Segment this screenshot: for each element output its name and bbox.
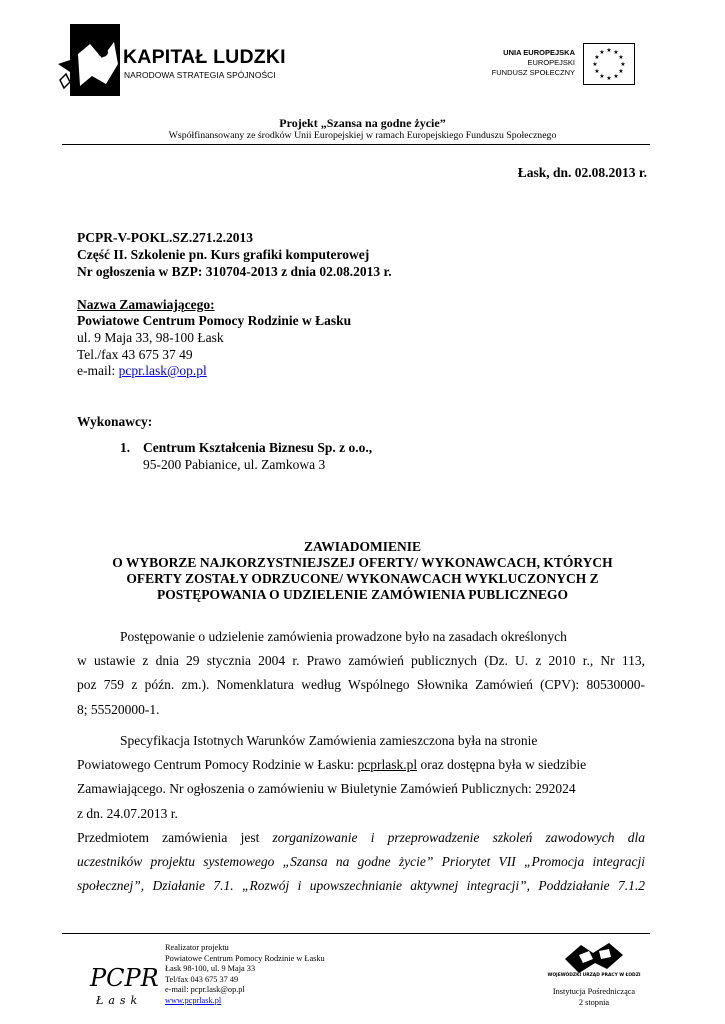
svg-text:★: ★ xyxy=(613,73,619,80)
wup-logo-text: WOJEWÓDZKI URZĄD PRACY W ŁODZI xyxy=(547,973,641,978)
footer-line-4: Tel/fax 043 675 37 49 xyxy=(165,974,239,984)
orderer-phone: Tel./fax 43 675 37 49 xyxy=(77,347,193,362)
eu-line-2: EUROPEJSKI xyxy=(527,58,575,67)
p2-line-2-b: oraz dostępna była w siedzibie xyxy=(417,757,587,773)
footer-website-link[interactable]: www.pcprlask.pl xyxy=(165,995,222,1005)
svg-text:★: ★ xyxy=(599,73,605,80)
project-subtitle: Współfinansowany ze środków Unii Europejskiej w ramach Europejskiego Funduszu Społecznego xyxy=(168,130,557,141)
svg-text:★: ★ xyxy=(606,47,612,54)
footer-line-1: Realizator projektu xyxy=(165,943,229,952)
reference-number: PCPR-V-POKL.SZ.271.2.2013 xyxy=(77,230,253,245)
p3-line-3 xyxy=(77,874,645,898)
p3-line-3-text: społecznej”, Działanie 7.1. „Rozwój i upowszechnianie aktywnej integracji”, Poddziałanie 7.1.2 xyxy=(77,878,645,894)
footer-line-2: Powiatowe Centrum Pomocy Rodzinie w Łasku xyxy=(165,953,325,963)
eu-flag-icon xyxy=(583,43,635,85)
svg-text:★: ★ xyxy=(606,75,612,82)
notice-title-1: ZAWIADOMIENIE xyxy=(303,539,422,554)
p3-line-1-a: Przedmiotem zamówienia jest xyxy=(77,830,273,845)
orderer-email-link[interactable]: pcpr.lask@op.pl xyxy=(118,363,207,378)
svg-text:★: ★ xyxy=(620,61,626,68)
footer-realizator xyxy=(165,943,325,1007)
footer-right-line-1: Instytucja Pośrednicząca xyxy=(552,987,636,996)
pcpr-logo-text: PCPR xyxy=(90,964,159,992)
footer-right-line-2: 2 stopnia xyxy=(578,997,610,1007)
notice-title-2: O WYBORZE NAJKORZYSTNIEJSZEJ OFERTY/ WYKONAWCACH, KTÓRYCH xyxy=(112,555,613,570)
orderer-email-line xyxy=(77,362,207,379)
reference-part: Część II. Szkolenie pn. Kurs grafiki komputerowej xyxy=(77,247,370,262)
p3-line-2-text: uczestników projektu systemowego „Szansa na godne życie” Priorytet VII „Promocja integracji xyxy=(77,854,645,870)
contractors-heading: Wykonawcy: xyxy=(77,414,153,429)
svg-text:★: ★ xyxy=(613,49,619,56)
p1-line-4: 8; 55520000-1. xyxy=(77,701,160,717)
letter-date: Łask, dn. 02.08.2013 r. xyxy=(517,165,647,180)
footer-line-5: e-mail: pcpr.lask@op.pl xyxy=(165,985,245,995)
notice-title-3: OFERTY ZOSTAŁY ODRZUCONE/ WYKONAWCACH WYKLUCZONYCH Z xyxy=(126,571,599,586)
orderer-address: ul. 9 Maja 33, 98-100 Łask xyxy=(77,330,224,345)
footer-line-3: Łask 98-100, ul. 9 Maja 33 xyxy=(165,964,256,974)
pcpr-logo xyxy=(88,958,160,1008)
p2-line-1: Specyfikacja Istotnych Warunków Zamówienia zamieszczona była na stronie xyxy=(120,733,538,748)
p1-line-3: poz 759 z późn. zm.). Nomenklatura według Wspólnego Słownika Zamówień (CPV): 80530000- xyxy=(77,677,645,693)
notice-title-4: POSTĘPOWANIA O UDZIELENIE ZAMÓWIENIA PUBLICZNEGO xyxy=(156,587,569,602)
p1-line-2: w ustawie z dnia 29 stycznia 2004 r. Prawo zamówień publicznych (Dz. U. z 2010 r., Nr 113, xyxy=(77,653,645,669)
paragraph-specification xyxy=(77,729,645,826)
orderer-email-label: e-mail: xyxy=(77,363,119,378)
paragraph-subject xyxy=(77,826,645,899)
reference-bzp: Nr ogłoszenia w BZP: 310704-2013 z dnia 02.08.2013 r. xyxy=(77,264,392,279)
p2-line-2-a: Powiatowego Centrum Pomocy Rodzinie w Łasku: xyxy=(77,757,358,773)
kapital-ludzki-logo xyxy=(58,24,133,96)
svg-text:★: ★ xyxy=(594,54,600,61)
svg-text:★: ★ xyxy=(594,68,600,75)
contractor-address: 95-200 Pabianice, ul. Zamkowa 3 xyxy=(143,457,326,472)
orderer-name: Powiatowe Centrum Pomocy Rodzinie w Łasku xyxy=(77,313,352,328)
pcpr-logo-sub: Łask xyxy=(96,994,143,1007)
project-title: Projekt „Szansa na godne życie” xyxy=(279,116,446,130)
kapital-ludzki-subtitle: NARODOWA STRATEGIA SPÓJNOŚCI xyxy=(124,70,276,80)
p2-line-3: Zamawiającego. Nr ogłoszenia o zamówieniu w Biuletynie Zamówień Publicznych: 292024 xyxy=(77,781,576,797)
wup-logo xyxy=(547,943,641,985)
eu-line-1: UNIA EUROPEJSKA xyxy=(503,48,575,57)
svg-text:★: ★ xyxy=(592,61,598,68)
svg-text:★: ★ xyxy=(599,49,605,56)
footer-divider xyxy=(62,933,650,934)
svg-text:★: ★ xyxy=(618,54,624,61)
eu-fund-label xyxy=(492,48,575,78)
svg-text:★: ★ xyxy=(618,68,624,75)
p3-line-1-b: zorganizowanie i przeprowadzenie szkoleń zawodowych dla xyxy=(272,830,645,845)
header-divider xyxy=(62,144,650,145)
p3-line-2 xyxy=(77,850,645,874)
eu-line-3: FUNDUSZ SPOŁECZNY xyxy=(491,68,575,77)
pcprlask-link[interactable]: pcprlask.pl xyxy=(357,757,418,773)
p1-line-1: Postępowanie o udzielenie zamówienia prowadzone było na zasadach określonych xyxy=(120,629,567,644)
p2-line-4: z dn. 24.07.2013 r. xyxy=(77,805,178,821)
footer-intermediary xyxy=(548,987,640,1008)
contractor-name: Centrum Kształcenia Biznesu Sp. z o.o., xyxy=(143,440,373,455)
paragraph-procedure xyxy=(77,625,645,722)
p2-line-2 xyxy=(77,753,645,777)
kapital-ludzki-title: KAPITAŁ LUDZKI xyxy=(123,46,286,68)
p3-line-1 xyxy=(77,826,645,850)
orderer-heading: Nazwa Zamawiającego: xyxy=(77,297,215,312)
contractor-number: 1. xyxy=(120,440,131,455)
